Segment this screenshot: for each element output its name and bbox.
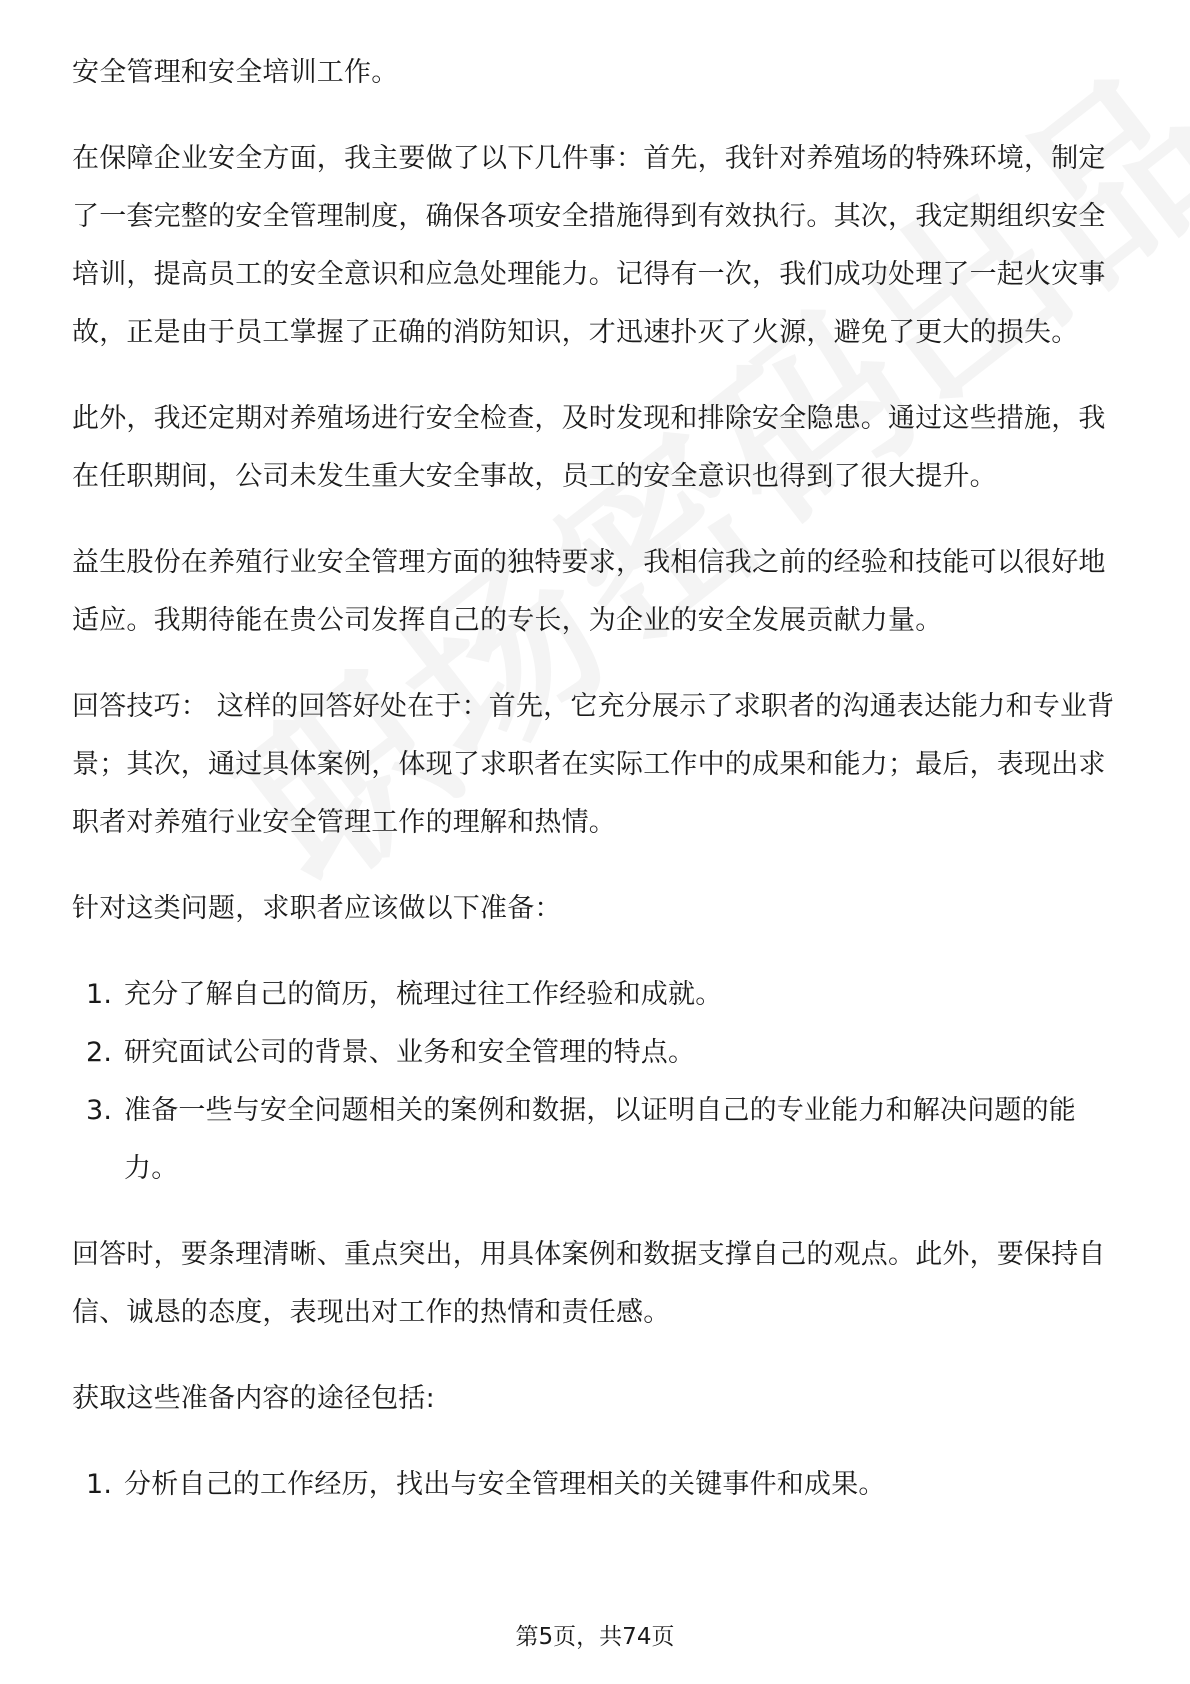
paragraph-1: 安全管理和安全培训工作。 bbox=[72, 57, 399, 88]
list-item bbox=[72, 1024, 1122, 1082]
sources-list bbox=[72, 1456, 1122, 1514]
paragraph-4: 益生股份在养殖行业安全管理方面的独特要求，我相信我之前的经验和技能可以很好地适应。我期待能在贵公司发挥自己的专长，为企业的安全发展贡献力量。 bbox=[72, 547, 1106, 636]
paragraph-2: 在保障企业安全方面，我主要做了以下几件事：首先，我针对养殖场的特殊环境，制定了一套完整的安全管理制度，确保各项安全措施得到有效执行。其次，我定期组织安全培训，提高员工的安全意识和应急处理能力。记得有一次，我们成功处理了一起火灾事故，正是由于员工掌握了正确的消防知识，才迅速扑灭了火源，避免了更大的损失。 bbox=[72, 143, 1106, 348]
list-item-text: 分析自己的工作经历，找出与安全管理相关的关键事件和成果。 bbox=[124, 1469, 886, 1500]
list-item bbox=[72, 1456, 1122, 1514]
list-item-number: 2. bbox=[86, 1037, 113, 1068]
list-item bbox=[72, 1082, 1122, 1198]
preparation-intro: 针对这类问题，求职者应该做以下准备： bbox=[72, 893, 562, 924]
list-item-number: 1. bbox=[86, 979, 113, 1010]
list-item-text: 充分了解自己的简历，梳理过往工作经验和成就。 bbox=[124, 979, 723, 1010]
list-item-text: 准备一些与安全问题相关的案例和数据，以证明自己的专业能力和解决问题的能力。 bbox=[124, 1095, 1076, 1184]
list-item bbox=[72, 966, 1122, 1024]
paragraph-3: 此外，我还定期对养殖场进行安全检查，及时发现和排除安全隐患。通过这些措施，我在任职期间，公司未发生重大安全事故，员工的安全意识也得到了很大提升。 bbox=[72, 403, 1106, 492]
sources-intro: 获取这些准备内容的途径包括: bbox=[72, 1383, 435, 1414]
preparation-list bbox=[72, 966, 1122, 1198]
list-item-number: 3. bbox=[86, 1095, 113, 1126]
answer-advice-paragraph: 回答时，要条理清晰、重点突出，用具体案例和数据支撑自己的观点。此外，要保持自信、诚恳的态度，表现出对工作的热情和责任感。 bbox=[72, 1239, 1106, 1328]
page-number-footer: 第5页，共74页 bbox=[515, 1624, 675, 1650]
list-item-number: 1. bbox=[86, 1469, 113, 1500]
list-item-text: 研究面试公司的背景、业务和安全管理的特点。 bbox=[124, 1037, 696, 1068]
document-body bbox=[72, 44, 1122, 1542]
answer-tips-paragraph: 回答技巧： 这样的回答好处在于：首先，它充分展示了求职者的沟通表达能力和专业背景；其次，通过具体案例，体现了求职者在实际工作中的成果和能力；最后，表现出求职者对养殖行业安全管理工作的理解和热情。 bbox=[72, 691, 1115, 838]
